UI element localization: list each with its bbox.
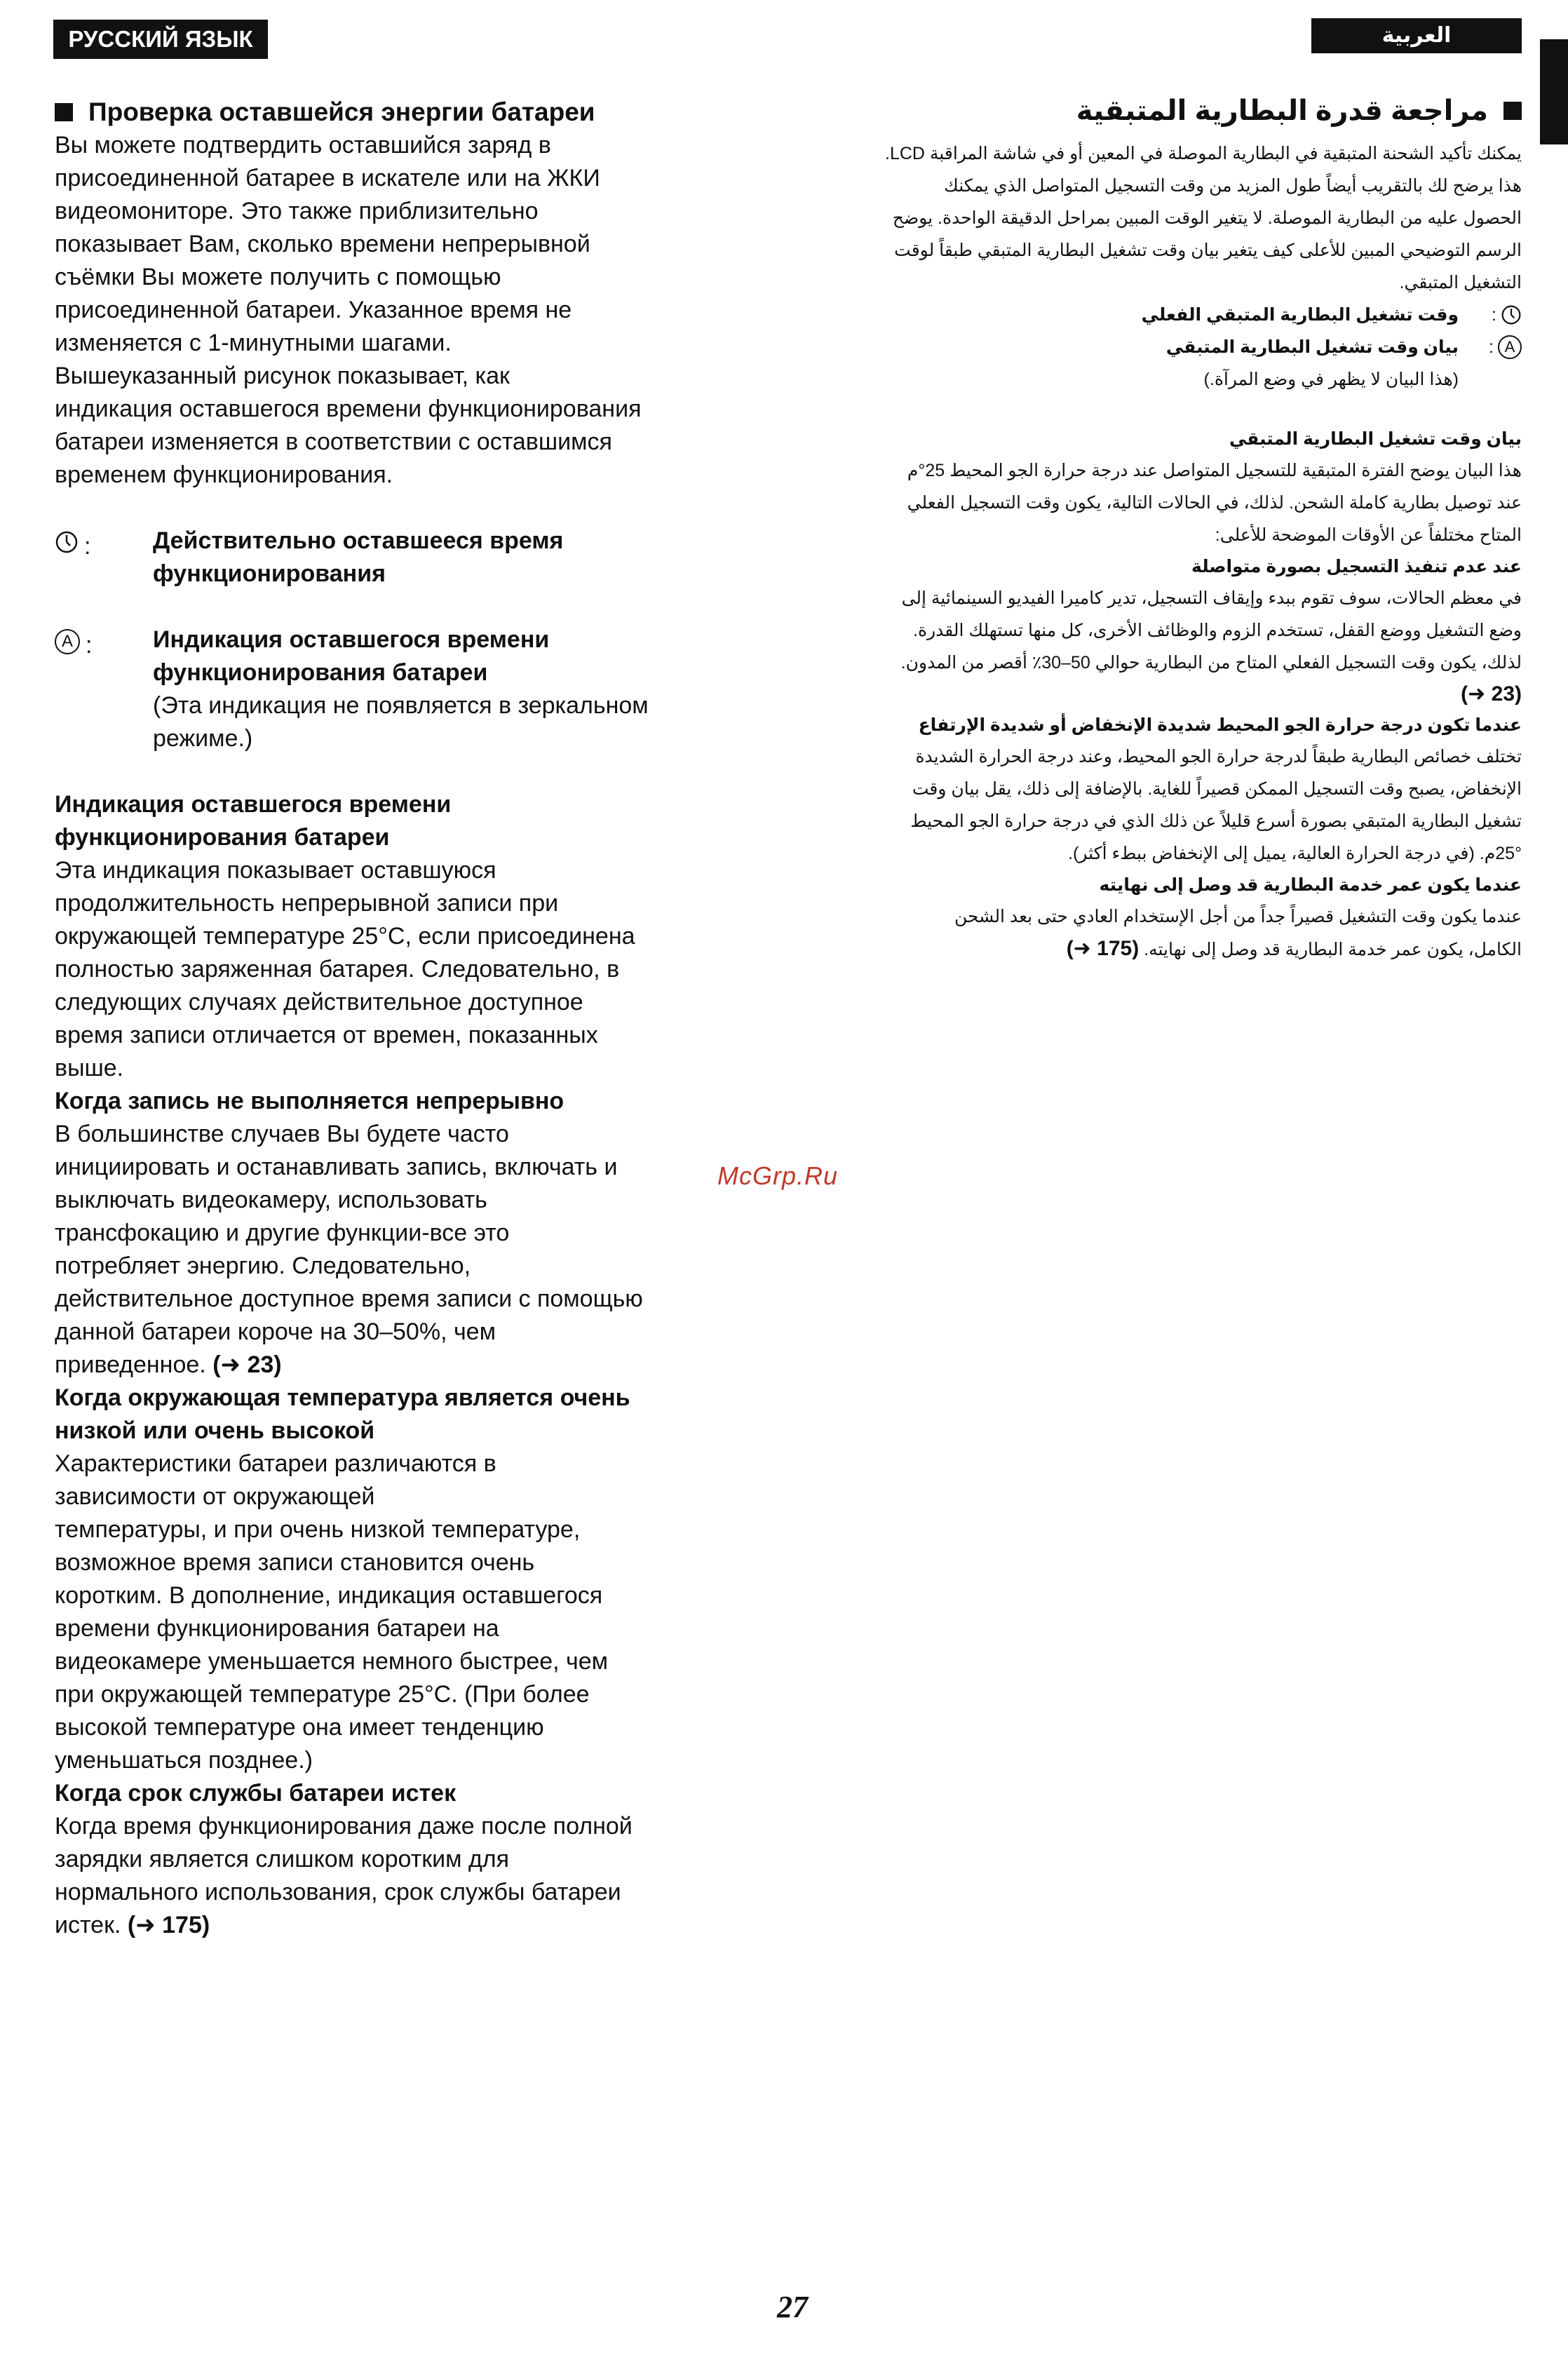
case-title: Когда окружающая температура является очень bbox=[55, 1384, 630, 1411]
text-line: нормального использования, срок службы батареи bbox=[55, 1879, 621, 1905]
section-title: بيان وقت تشغيل البطارية المتبقي bbox=[1229, 429, 1522, 449]
text-line: التشغيل المتبقي. bbox=[1399, 273, 1522, 292]
square-bullet-icon bbox=[55, 103, 73, 121]
page-reference: (➜ 175) bbox=[127, 1912, 210, 1938]
text-line: данной батареи короче на 30–50%, чем bbox=[55, 1318, 496, 1345]
text-line: функционирования bbox=[153, 560, 386, 587]
text-line: وقت تشغيل البطارية المتبقي الفعلي bbox=[1141, 305, 1459, 325]
legend-symbol: A : bbox=[1459, 331, 1522, 363]
case-title: Когда срок службы батареи истек bbox=[55, 1780, 457, 1807]
page-number: 27 bbox=[777, 2290, 808, 2324]
text-line: Вышеуказанный рисунок показывает, как bbox=[55, 363, 510, 389]
text-line: уменьшаться позднее.) bbox=[55, 1747, 313, 1774]
text-line: время записи отличается от времен, показанных bbox=[55, 1022, 598, 1048]
text-line: (هذا البيان لا يظهر في وضع المرآة.) bbox=[1203, 370, 1459, 389]
text-line: Действительно оставшееся время bbox=[153, 527, 564, 554]
text-line: выше. bbox=[55, 1055, 124, 1081]
text-line: временем функционирования. bbox=[55, 461, 393, 488]
page-reference: (➜ 175) bbox=[1066, 937, 1140, 960]
text-line: الحصول عليه من البطارية الموصلة. لا يتغير الوقت المبين بمراحل الدقيقة الواحدة. يوضح bbox=[892, 208, 1522, 228]
text-line: Когда время функционирования даже после полной bbox=[55, 1813, 633, 1840]
text-line: следующих случаях действительное доступное bbox=[55, 989, 583, 1015]
text-line: الرسم التوضيحي المبين للأعلى كيف يتغير بيان وقت تشغيل البطارية المتبقي طبقاً لوقت bbox=[894, 241, 1522, 260]
text-line: هذا يرضح لك بالتقريب أيضاً طول المزيد من وقت التسجيل المتواصل الذي يمكنك bbox=[944, 176, 1522, 196]
clock-icon bbox=[55, 530, 79, 554]
clock-icon bbox=[1501, 304, 1522, 325]
case-title: низкой или очень высокой bbox=[55, 1417, 375, 1444]
text-line: времени функционирования батареи на bbox=[55, 1615, 499, 1642]
section-title: функционирования батареи bbox=[55, 824, 390, 851]
text-line: الكامل، يكون عمر خدمة البطارية قد وصل إلى نهايته. (➜ 175) bbox=[1066, 937, 1522, 960]
text-line: Индикация оставшегося времени bbox=[153, 626, 550, 653]
section-title: Индикация оставшегося времени bbox=[55, 791, 452, 818]
text-line: عند توصيل بطارية كاملة الشحن. لذلك، في الحالات التالية، يكون وقت التسجيل الفعلي bbox=[907, 493, 1522, 513]
text-line: تشغيل البطارية المتبقي بصورة أسرع قليلاً عن ذلك الذي في درجة حرارة الجو المحيط bbox=[910, 811, 1522, 831]
text-line: полностью заряженная батарея. Следовательно, в bbox=[55, 956, 620, 983]
text-line: (Эта индикация не появляется в зеркальном bbox=[153, 692, 649, 719]
text-line: батареи изменяется в соответствии с оставшимся bbox=[55, 428, 612, 455]
text-line: режиме.) bbox=[153, 725, 253, 752]
text-line: تختلف خصائص البطارية طبقاً لدرجة حرارة الجو المحيط، وعند درجة الحرارة الشديدة bbox=[915, 747, 1522, 767]
ru-legend-actual-time bbox=[55, 525, 728, 590]
circle-a-icon: A bbox=[1498, 335, 1522, 359]
text-line: Вы можете подтвердить оставшийся заряд в bbox=[55, 132, 551, 158]
text-line: присоединенной батарее в искателе или на ЖКИ bbox=[55, 165, 600, 191]
text-line: продолжительность непрерывной записи при bbox=[55, 890, 559, 917]
text-line: функционирования батареи bbox=[153, 659, 488, 686]
ru-legend-indicator bbox=[55, 623, 728, 755]
text-line: инициировать и останавливать запись, включать и bbox=[55, 1154, 618, 1180]
square-bullet-icon bbox=[1503, 102, 1522, 120]
text-line: عندما يكون وقت التشغيل قصيراً جداً من أجل الإستخدام العادي حتى بعد الشحن bbox=[954, 907, 1522, 926]
text-line: выключать видеокамеру, использовать bbox=[55, 1187, 487, 1213]
page-reference: (➜ 23) bbox=[212, 1351, 282, 1378]
text-line: видеокамере уменьшается немного быстрее, чем bbox=[55, 1648, 609, 1675]
text-line: Характеристики батареи различаются в bbox=[55, 1450, 496, 1477]
text-line: при окружающей температуре 25°C. (При более bbox=[55, 1681, 590, 1708]
circle-a-icon: A bbox=[55, 629, 80, 654]
text-line: температуры, и при очень низкой температуре, bbox=[55, 1516, 581, 1543]
text-line: истек. (➜ 175) bbox=[55, 1912, 210, 1938]
legend-symbol: A : bbox=[55, 623, 153, 755]
section-marker-bar bbox=[1540, 39, 1568, 144]
text-line: окружающей температуре 25°C, если присоединена bbox=[55, 923, 635, 950]
text-line: трансфокацию и другие функции-все это bbox=[55, 1220, 510, 1246]
ru-heading: Проверка оставшейся энергии батареи bbox=[55, 95, 728, 129]
text-line: коротким. В дополнение, индикация оставшегося bbox=[55, 1582, 603, 1609]
text-line: присоединенной батареи. Указанное время не bbox=[55, 297, 572, 323]
case-title: Когда запись не выполняется непрерывно bbox=[55, 1088, 565, 1114]
text-line: зарядки является слишком коротким для bbox=[55, 1846, 510, 1872]
watermark: McGrp.Ru bbox=[717, 1161, 839, 1190]
text-line: بيان وقت تشغيل البطارية المتبقي bbox=[1165, 337, 1459, 357]
text-line: Эта индикация показывает оставшуюся bbox=[55, 857, 496, 884]
legend-symbol: : bbox=[55, 525, 153, 590]
text-line: В большинстве случаев Вы будете часто bbox=[55, 1121, 509, 1147]
text-line: изменяется с 1-минутными шагами. bbox=[55, 330, 452, 356]
text-line: действительное доступное время записи с помощью bbox=[55, 1285, 643, 1312]
page-reference: (➜ 23) bbox=[1461, 682, 1522, 706]
arabic-column bbox=[854, 90, 1522, 966]
legend-symbol: : bbox=[1459, 299, 1522, 331]
ar-legend-indicator bbox=[854, 331, 1522, 363]
text-line: высокой температуре она имеет тенденцию bbox=[55, 1714, 544, 1741]
case-title: عندما يكون عمر خدمة البطارية قد وصل إلى نهايته bbox=[1099, 875, 1522, 895]
text-line: приведенное. (➜ 23) bbox=[55, 1351, 282, 1378]
text-line: وضع التشغيل ووضع القفل، تستخدم الزوم والوظائف الأخرى، كل منها تستهلك القدرة. bbox=[913, 621, 1522, 640]
text-line: لذلك، يكون وقت التسجيل الفعلي المتاح من البطارية حوالي 50–30٪ أقصر من المدون. bbox=[900, 653, 1522, 673]
russian-column bbox=[55, 95, 728, 1942]
ar-legend-note bbox=[854, 363, 1522, 396]
text-line: возможное время записи становится очень bbox=[55, 1549, 535, 1576]
text-line: зависимости от окружающей bbox=[55, 1483, 375, 1510]
case-title: عند عدم تنفيذ التسجيل بصورة متواصلة bbox=[1191, 557, 1522, 576]
language-tab-russian: РУССКИЙ ЯЗЫК bbox=[53, 20, 268, 59]
text-line: показывает Вам, сколько времени непрерывной bbox=[55, 231, 590, 257]
text-line: يمكنك تأكيد الشحنة المتبقية في البطارية الموصلة في المعين أو في شاشة المراقبة LCD. bbox=[885, 144, 1522, 163]
text-line: потребляет энергию. Следовательно, bbox=[55, 1253, 471, 1279]
language-tab-arabic: العربية bbox=[1311, 18, 1522, 53]
text-line: индикация оставшегося времени функционирования bbox=[55, 396, 642, 422]
text-line: هذا البيان يوضح الفترة المتبقية للتسجيل المتواصل عند درجة حرارة الجو المحيط 25°م bbox=[907, 461, 1522, 480]
text-line: видеомониторе. Это также приблизительно bbox=[55, 198, 539, 224]
case-title: عندما تكون درجة حرارة الجو المحيط شديدة الإنخفاض أو شديدة الإرتفاع bbox=[918, 715, 1522, 735]
text-line: съёмки Вы можете получить с помощью bbox=[55, 264, 501, 290]
text-line: الإنخفاض، يصبح وقت التسجيل الممكن قصيراً للغاية. بالإضافة إلى ذلك، يقل بيان وقت bbox=[912, 779, 1522, 799]
ar-heading: مراجعة قدرة البطارية المتبقية bbox=[854, 90, 1522, 132]
ru-intro bbox=[55, 129, 728, 492]
ar-legend-actual-time bbox=[854, 299, 1522, 331]
text-line: 25°م. (في درجة الحرارة العالية، يميل إلى الإنخفاض ببطء أكثر). bbox=[1068, 844, 1522, 863]
text-line: في معظم الحالات، سوف تقوم ببدء وإيقاف التسجيل، تدير كاميرا الفيديو السينمائية إلى bbox=[901, 588, 1522, 608]
text-line: المتاح مختلفاً عن الأوقات الموضحة للأعلى: bbox=[1215, 525, 1522, 545]
